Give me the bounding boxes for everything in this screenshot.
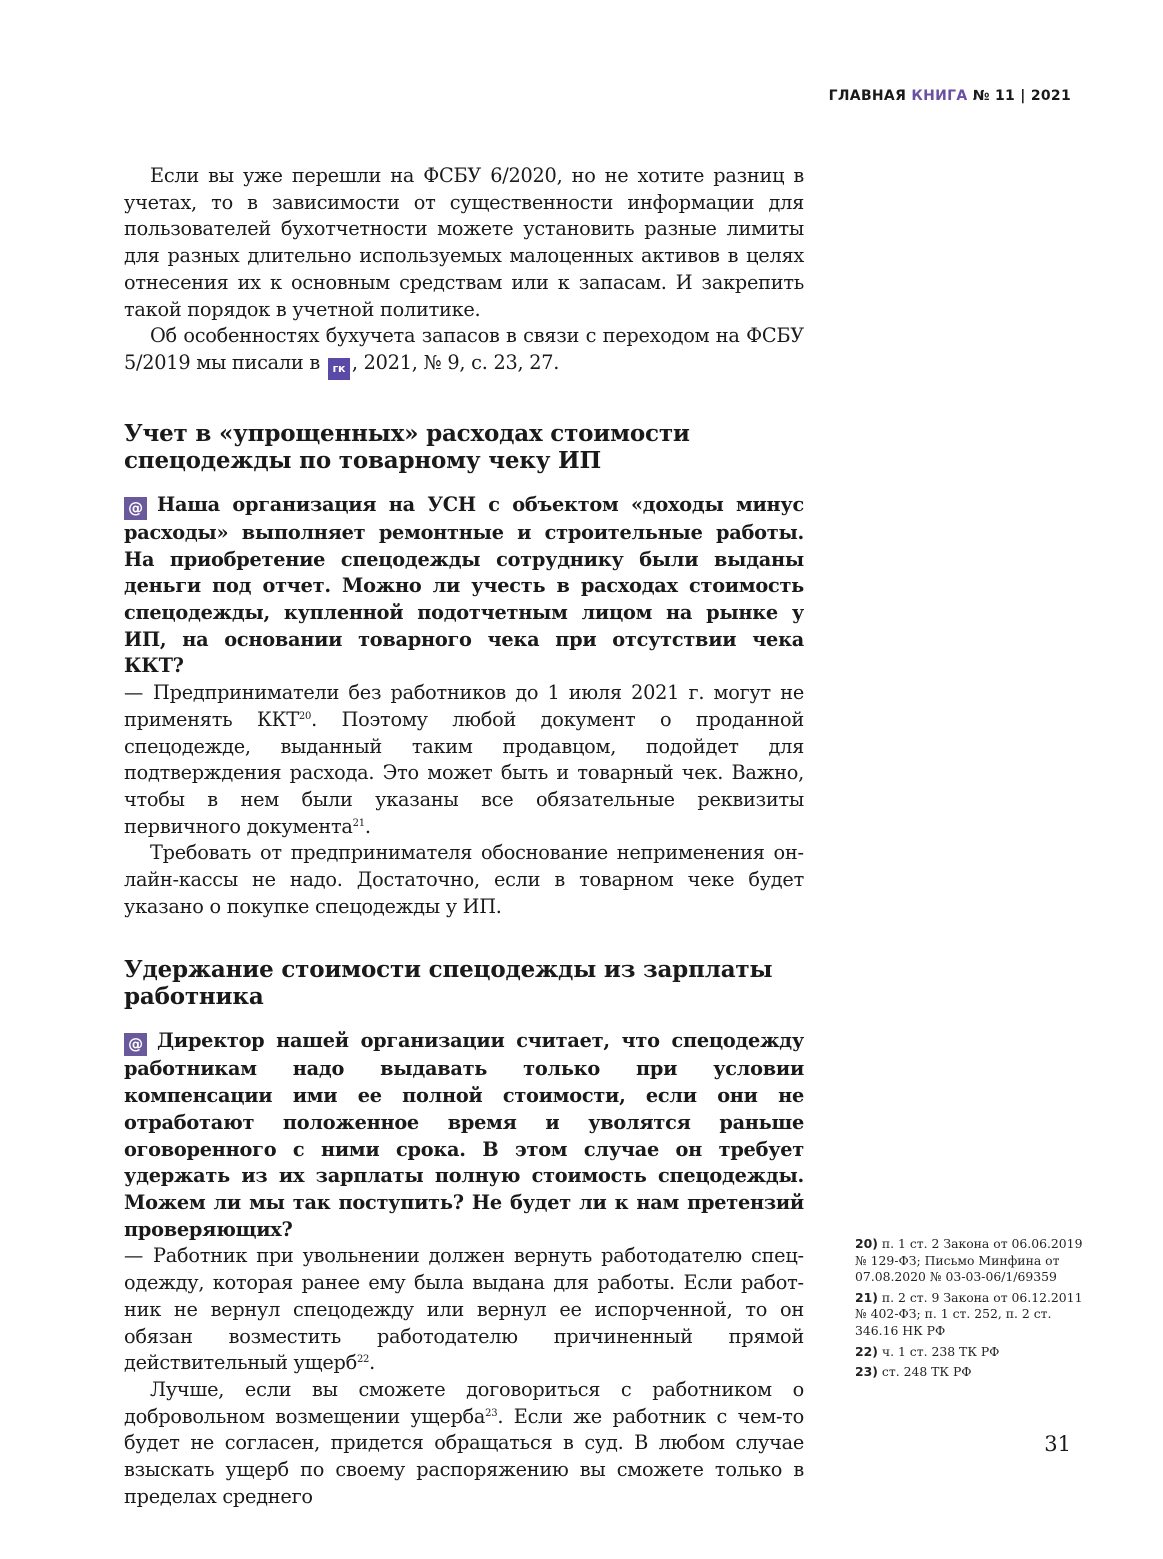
footnote-text: п. 1 ст. 2 Закона от 06.06.2019 № 129-ФЗ; Письмо Минфина от 07.08.2020 № 03-03-06/1/69359	[855, 1236, 1083, 1285]
footnote-number: 20)	[855, 1236, 878, 1251]
footnote-number: 22)	[855, 1343, 878, 1359]
magazine-title-main: ГЛАВНАЯ	[828, 88, 907, 104]
footnote-ref-20[interactable]: 20	[298, 710, 312, 722]
reference-text: Об особенностях бухучета запасов в связи с переходом на ФСБУ 5/2019 мы писали в	[124, 324, 804, 374]
issue-number: № 11 | 2021	[972, 88, 1071, 104]
footnote-22	[855, 1344, 1085, 1361]
footnote-number: 23)	[855, 1364, 878, 1380]
footnote-20	[855, 1236, 1085, 1286]
answer-usn-text-2: . Поэтому любой документ о проданной спецодежде, выданный таким продавцом, подойдет для подтверждения расхода. Это может быть и товарный чек. Важно, чтобы в нем были указаны все обязательные реквизиты первичного документа	[124, 707, 804, 838]
answer-usn	[124, 680, 804, 840]
footnote-21	[855, 1290, 1085, 1340]
footnote-text: п. 2 ст. 9 Закона от 06.12.2011 № 402-ФЗ; п. 1 ст. 252, п. 2 ст. 346.16 НК РФ	[855, 1289, 1083, 1338]
section-heading-usn-line1: Учет в «упрощенных» расходах стоимости	[124, 419, 690, 447]
section-heading-deduction-line2: работника	[124, 983, 264, 1011]
section-heading-deduction-line1: Удержание стоимости спецодежды из зарплаты	[124, 956, 773, 984]
question-deduction	[124, 1028, 804, 1243]
magazine-header	[829, 88, 1071, 104]
answer-dash: —	[124, 681, 144, 705]
footnote-ref-22[interactable]: 22	[356, 1354, 370, 1366]
footnote-ref-23[interactable]: 23	[485, 1407, 498, 1419]
reference-paragraph	[124, 323, 804, 380]
question-usn-text: Наша организация на УСН с объектом «доходы минус расходы» выполняет ремонтные и строительные работы. На приобретение спецодежды сотруднику были выданы деньги под отчет. Можно ли учесть в расходах стоимость спецодежды, купленной подотчетным лицом на рынке у ИП, на основании товарного чека при отсутствии чека ККТ?	[124, 492, 804, 678]
question-usn	[124, 492, 804, 680]
section-heading-usn	[124, 420, 804, 474]
footnote-text: ст. 248 ТК РФ	[881, 1364, 972, 1380]
section-heading-usn-line2: спецодежды по товарному чеку ИП	[124, 446, 602, 474]
answer-deduction-text-2: .	[369, 1351, 376, 1375]
answer-usn-text-1: Предприниматели без работников до 1 июля 2021 г. могут не применять ККТ	[124, 681, 804, 731]
answer-usn-paragraph-2: Требовать от предпринимателя обоснование неприменения онлайн-кассы не надо. Достаточно, если в товарном чеке будет указано о покупке спецодежды у ИП.	[124, 841, 804, 918]
question-deduction-text: Директор нашей организации считает, что спецодежду работникам надо выдавать только при условии компенсации ими ее полной стоимости, если они не отработают положенное время и уволятся раньше оговоренного с ними срока. В этом случае он требует удержать из их зарплаты полную стоимость спецодежды. Можем ли мы так поступить? Не будет ли к нам претензий проверяющих?	[124, 1029, 804, 1241]
reference-citation: , 2021, № 9, с. 23, 27.	[351, 350, 560, 374]
footnote-text: ч. 1 ст. 238 ТК РФ	[881, 1343, 1000, 1359]
main-column	[124, 163, 804, 1510]
magazine-title-accent: КНИГА	[911, 88, 968, 104]
answer-deduction	[124, 1243, 804, 1377]
answer-deduction-text-1: Работник при увольнении должен вернуть работодателю спецодежду, которая ранее ему была выдана для работы. Если работник не вернул спецодежду или вернул ее испорченной, то он обязан возместить работодателю причиненный прямой действительный ущерб	[124, 1244, 804, 1375]
at-question-icon: @	[124, 497, 147, 520]
answer-deduction-p2-text-2: . Если же работник с чем-то будет не согласен, придется обращаться в суд. В любом случае взыскать ущерб по своему распоряжению вы сможете только в пределах среднего	[124, 1404, 804, 1508]
footnote-23	[855, 1364, 1085, 1381]
footnotes-sidebar	[855, 1236, 1085, 1385]
section-heading-deduction	[124, 956, 804, 1010]
page-number: 31	[1044, 1432, 1071, 1456]
answer-dash: —	[124, 1244, 144, 1268]
answer-deduction-p2-text-1: Лучше, если вы сможете договориться с работником о добровольном возмещении ущерба	[124, 1377, 804, 1428]
at-question-icon: @	[124, 1033, 147, 1056]
answer-deduction-paragraph-2	[124, 1377, 804, 1511]
glavkniga-logo-icon: гк	[328, 358, 350, 380]
answer-usn-text-3: .	[364, 814, 371, 838]
footnote-ref-21[interactable]: 21	[352, 817, 365, 829]
intro-paragraph: Если вы уже перешли на ФСБУ 6/2020, но не хотите разниц в учетах, то в зависимости от существенности информации для пользователей бухотчетности можете установить разные лимиты для разных длительно используемых малоценных активов в целях отнесения их к основным средствам или к запасам. И закрепить такой порядок в учетной политике.	[124, 164, 804, 321]
footnote-number: 21)	[855, 1289, 878, 1305]
